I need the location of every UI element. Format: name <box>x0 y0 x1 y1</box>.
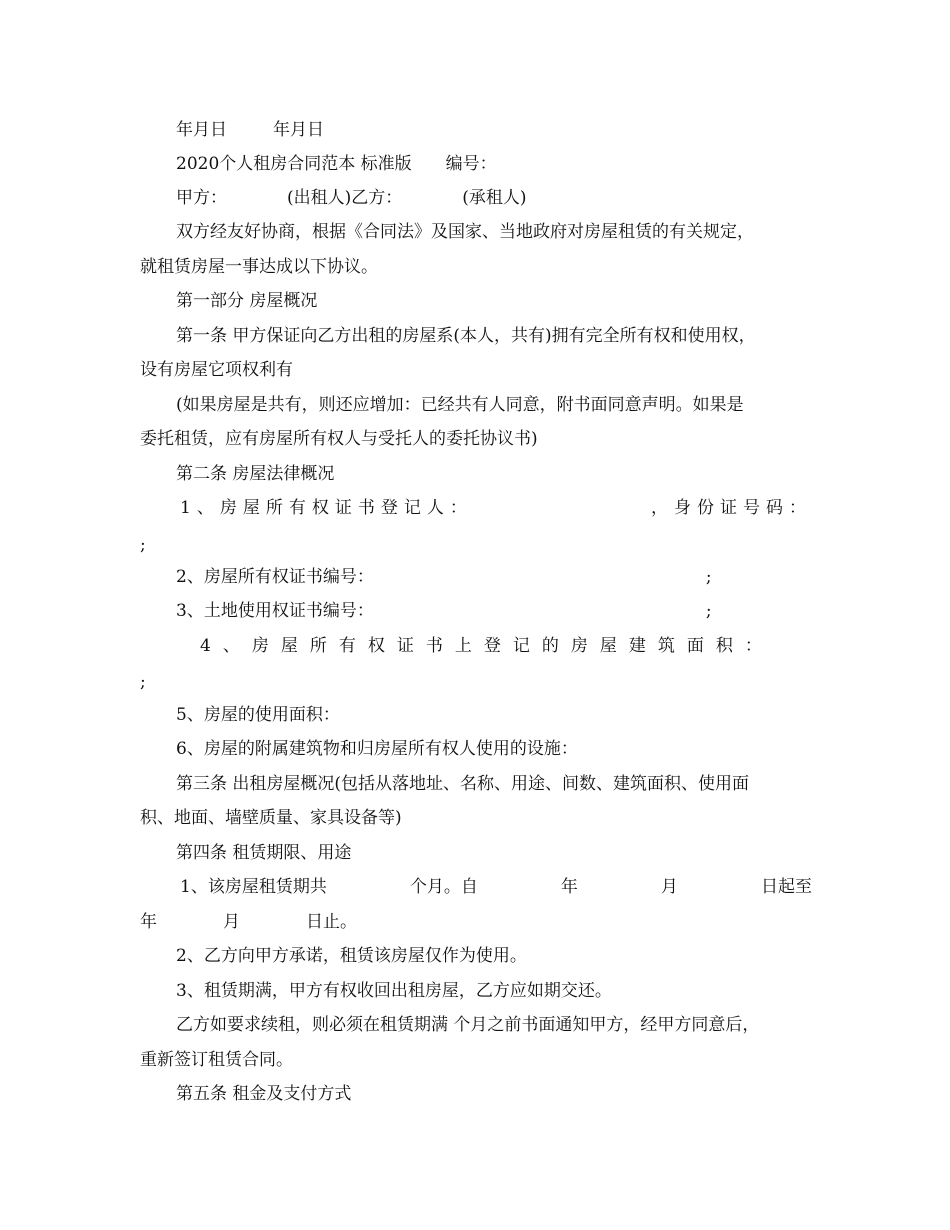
months-from-label: 个月。自 <box>409 877 478 897</box>
id-number-label: ，身份证号码： <box>651 498 812 518</box>
paragraph-line: 乙方如要求续租，则必须在租赁期满 个月之前书面通知甲方，经甲方同意后， <box>176 1015 760 1035</box>
registered-area-label: 4、房屋所有权证书上登记的房屋建筑面积： <box>200 636 774 656</box>
lease-term-label: 1、该房屋租赁期共 <box>180 877 327 897</box>
clause-line: 5、房屋的使用面积： <box>176 705 340 725</box>
paragraph-line: (如果房屋是共有，则还应增加：已经共有人同意，附书面同意声明。如果是 <box>176 395 744 415</box>
owner-registrant-label: 1、房屋所有权证书登记人： <box>180 498 473 518</box>
month-label: 月 <box>223 912 240 932</box>
section-heading: 第一部分 房屋概况 <box>176 291 318 311</box>
paragraph-line: 重新签订租赁合同。 <box>140 1050 293 1070</box>
article-paragraph: 第三条 出租房屋概况(包括从落地址、名称、用途、间数、建筑面积、使用面 <box>176 774 750 794</box>
year-label: 年 <box>560 877 578 897</box>
paragraph-line: 就租赁房屋一事达成以下协议。 <box>140 257 378 277</box>
clause-line: 2、乙方向甲方承诺，租赁该房屋仅作为使用。 <box>176 946 527 966</box>
date-text-1: 年月日 <box>176 120 227 140</box>
month-label: 月 <box>660 877 678 897</box>
parties-line <box>176 187 812 209</box>
day-end-label: 日止。 <box>306 912 357 932</box>
paragraph-line: 第一条 甲方保证向乙方出租的房屋系(本人，共有)拥有完全所有权和使用权， <box>176 326 756 346</box>
lease-term-line <box>180 876 812 898</box>
article-heading: 第五条 租金及支付方式 <box>176 1084 352 1104</box>
year-label: 年 <box>140 912 157 932</box>
lessee-label: (承租人) <box>462 188 527 208</box>
article-heading: 第二条 房屋法律概况 <box>176 464 335 484</box>
contract-number-label: 编号： <box>445 154 497 174</box>
clause-line <box>176 566 812 588</box>
clause-line <box>176 600 812 622</box>
article-paragraph: 积、地面、墙壁质量、家具设备等) <box>140 808 402 828</box>
clause-line: 3、租赁期满，甲方有权收回出租房屋，乙方应如期交还。 <box>176 981 612 1001</box>
day-from-label: 日起至 <box>760 877 812 897</box>
party-a-label: 甲方： <box>176 188 227 208</box>
date-text-2: 年月日 <box>273 120 324 140</box>
paragraph-line: 双方经友好协商，根据《合同法》及国家、当地政府对房屋租赁的有关规定， <box>176 222 754 242</box>
clause-end: ; <box>140 535 146 555</box>
paragraph-line: 委托租赁，应有房屋所有权人与受托人的委托协议书) <box>140 429 538 449</box>
date-line <box>176 119 812 141</box>
article-heading: 第四条 租赁期限、用途 <box>176 843 352 863</box>
lessor-party-b-label: (出租人)乙方： <box>287 188 403 208</box>
clause-end: ; <box>705 567 712 587</box>
contract-title: 2020个人租房合同范本 标准版 <box>176 154 412 174</box>
clause-line <box>200 635 812 657</box>
clause-line <box>180 497 812 519</box>
ownership-cert-number-label: 2、房屋所有权证书编号： <box>176 567 374 587</box>
clause-end: ; <box>140 672 146 692</box>
paragraph-line: 设有房屋它项权利有 <box>140 360 293 380</box>
contract-title-line <box>176 153 812 175</box>
land-cert-number-label: 3、土地使用权证书编号： <box>176 601 374 621</box>
clause-end: ; <box>705 601 712 621</box>
lease-end-line <box>140 911 812 933</box>
clause-line: 6、房屋的附属建筑物和归房屋所有权人使用的设施： <box>176 739 578 759</box>
